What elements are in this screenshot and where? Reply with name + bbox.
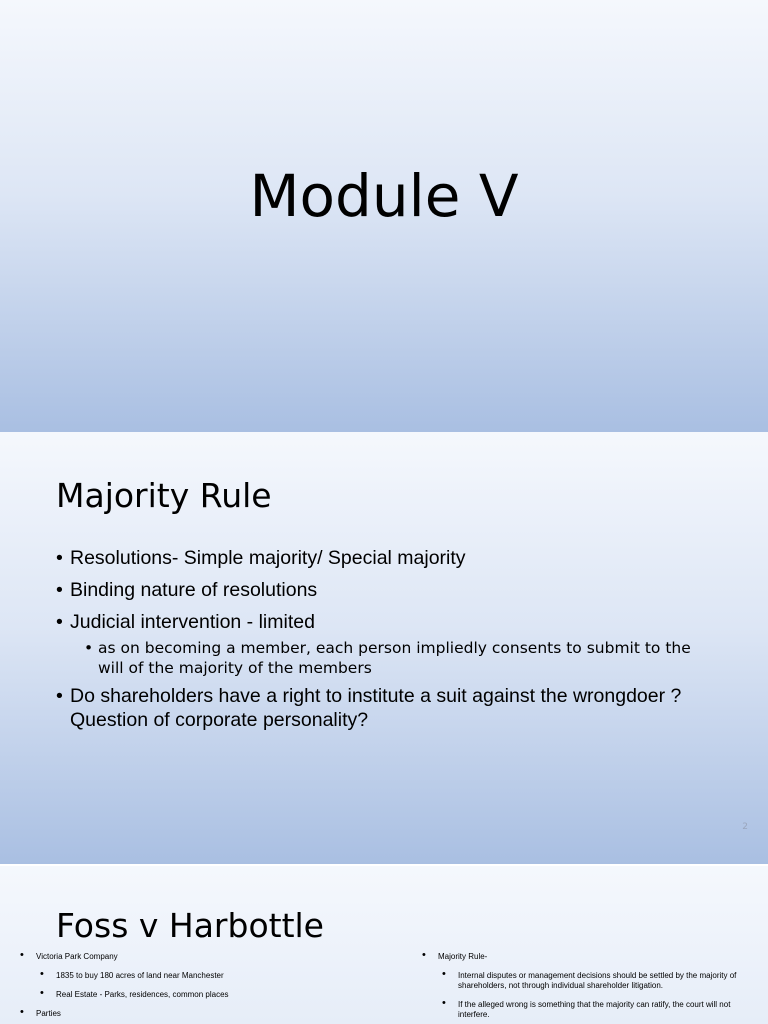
slide-1 [0,0,768,432]
sub-bullet-item: • 1835 to buy 180 acres of land near Manchester [40,971,380,981]
slide-3-left-column [20,952,380,1024]
slide-3-title: Foss v Harbottle [56,906,324,945]
sub-bullet-item: • as on becoming a member, each person impliedly consents to submit to the will of the majority of the members [84,638,706,678]
slide-2 [0,432,768,864]
slide-2-bullet-list [56,546,706,740]
sub-bullet-item: • Internal disputes or management decisions should be settled by the majority of shareholders, not through individual shareholder litigation. [442,971,752,991]
slide-3-right-column [422,952,752,1024]
bullet-item: • Majority Rule- [422,952,752,962]
bullet-item: • Do shareholders have a right to institute a suit against the wrongdoer ? Question of corporate personality? [56,684,706,732]
slide-2-title: Majority Rule [56,476,272,515]
bullet-item: • Binding nature of resolutions [56,578,706,602]
bullet-item: • Parties [20,1009,380,1019]
bullet-item: • Judicial intervention - limited [56,610,706,634]
slide-page-number: 2 [742,822,748,832]
bullet-item: • Victoria Park Company [20,952,380,962]
slide-3 [0,866,768,1024]
bullet-item: • Resolutions- Simple majority/ Special majority [56,546,706,570]
sub-bullet-item: • Real Estate - Parks, residences, common places [40,990,380,1000]
slide-1-title: Module V [249,162,519,230]
sub-bullet-item: • If the alleged wrong is something that the majority can ratify, the court will not interfere. [442,1000,752,1020]
